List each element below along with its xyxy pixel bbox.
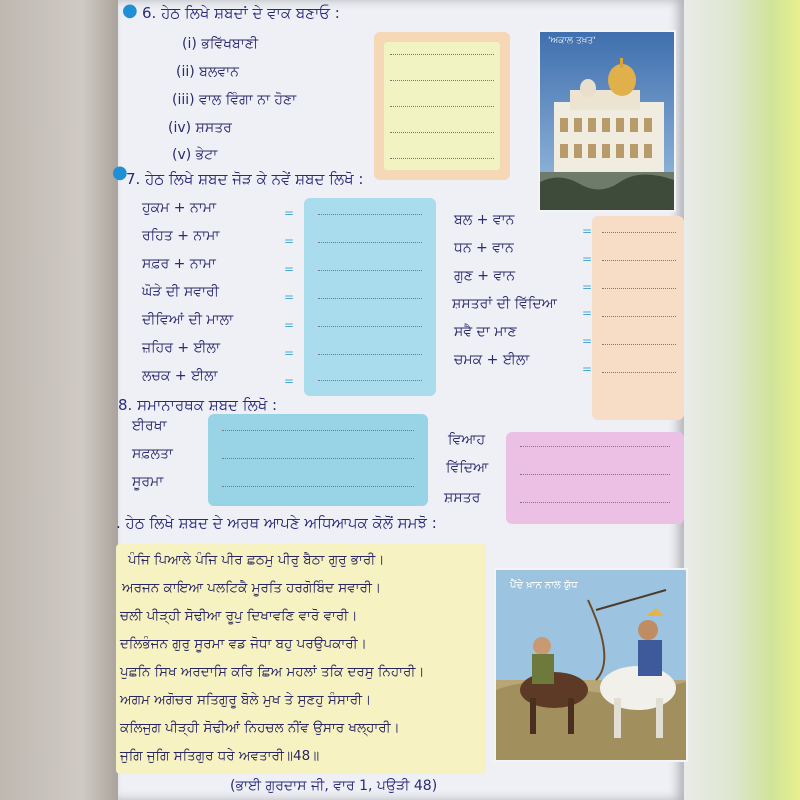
- citation: (ਭਾਈ ਗੁਰਦਾਸ ਜੀ, ਵਾਰ 1, ਪਉੜੀ 48): [230, 778, 438, 794]
- textbook-page: [112, 0, 684, 800]
- answer-line: [222, 458, 414, 459]
- answer-line: [318, 380, 422, 381]
- answer-line: [318, 214, 422, 215]
- answer-line: [602, 260, 676, 261]
- q6-item: (i) ਭਵਿੱਖਬਾਣੀ: [182, 36, 259, 52]
- q6-item: (ii) ਬਲਵਾਨ: [176, 64, 239, 80]
- answer-line: [318, 326, 422, 327]
- q7-right-answer-box[interactable]: [592, 216, 684, 420]
- q8-right-answer-box[interactable]: [506, 432, 684, 524]
- equals-sign: =: [582, 306, 593, 320]
- equals-sign: =: [284, 318, 295, 332]
- equals-sign: =: [284, 234, 295, 248]
- equals-sign: =: [582, 362, 593, 376]
- answer-line: [390, 106, 494, 107]
- q7-left-item: ਲਚਕ + ਈਲਾ: [142, 368, 218, 384]
- q7-left-item: ਹੁਕਮ + ਨਾਮਾ: [142, 200, 216, 216]
- equals-sign: =: [284, 290, 295, 304]
- battle-illustration: [496, 570, 686, 760]
- answer-line: [602, 232, 676, 233]
- answer-line: [390, 132, 494, 133]
- q7-right-item: ਬਲ + ਵਾਨ: [454, 212, 515, 228]
- q7-left-item: ਜ਼ਹਿਰ + ਈਲਾ: [142, 340, 221, 356]
- battle-painting: [494, 568, 688, 762]
- poem-line: ਜੁਗਿ ਜੁਗਿ ਸਤਿਗੁਰ ਧਰੇ ਅਵਤਾਰੀ॥48॥: [120, 748, 320, 764]
- q7-left-item: ਦੀਵਿਆਂ ਦੀ ਮਾਲਾ: [142, 312, 234, 328]
- q7-right-item: ਸ਼ਸਤਰਾਂ ਦੀ ਵਿੱਦਿਆ: [452, 296, 557, 312]
- answer-line: [602, 316, 676, 317]
- q6-item: (iii) ਵਾਲ ਵਿੰਗਾ ਨਾ ਹੋਣਾ: [172, 92, 297, 108]
- q8-left-item: ਸਫ਼ਲਤਾ: [132, 446, 173, 462]
- answer-line: [222, 430, 414, 431]
- q8-left-item: ਸੂਰਮਾ: [132, 474, 164, 490]
- book-right-edge: [684, 0, 800, 800]
- akal-takht-illustration: [540, 32, 674, 210]
- q7-left-item: ਰਹਿਤ + ਨਾਮਾ: [142, 228, 220, 244]
- answer-line: [222, 486, 414, 487]
- answer-line: [390, 158, 494, 159]
- akal-takht-photo: [538, 30, 676, 212]
- answer-line: [318, 270, 422, 271]
- answer-line: [520, 474, 670, 475]
- answer-line: [520, 446, 670, 447]
- poem-line: ਪੰਜਿ ਪਿਆਲੇ ਪੰਜਿ ਪੀਰ ਛਠਮੁ ਪੀਰੁ ਬੈਠਾ ਗੁਰੁ ਭਾਰੀ।: [128, 552, 385, 568]
- q6-title: 6. ਹੇਠ ਲਿਖੇ ਸ਼ਬਦਾਂ ਦੇ ਵਾਕ ਬਣਾਓ :: [142, 4, 340, 22]
- q8-right-item: ਵਿੱਦਿਆ: [446, 460, 489, 476]
- q9-title: . ਹੇਠ ਲਿਖੇ ਸ਼ਬਦ ਦੇ ਅਰਥ ਆਪਣੇ ਅਧਿਆਪਕ ਕੋਲੋਂ ਸਮਝੋ :: [116, 514, 437, 532]
- equals-sign: =: [582, 280, 593, 294]
- answer-line: [390, 80, 494, 81]
- q7-right-item: ਸਵੈ ਦਾ ਮਾਣ: [454, 324, 517, 340]
- q8-left-item: ਈਰਖਾ: [132, 418, 167, 434]
- q7-left-answer-box[interactable]: [304, 198, 436, 396]
- equals-sign: =: [284, 206, 295, 220]
- bullet-icon: ●: [122, 0, 138, 21]
- q6-answer-box: [374, 32, 510, 180]
- q6-item: (v) ਭੇਟਾ: [172, 147, 218, 163]
- photo-caption: ਪੈਂਦੇ ਖ਼ਾਨ ਨਾਲ ਯੁੱਧ: [510, 580, 578, 591]
- equals-sign: =: [582, 252, 593, 266]
- answer-line: [318, 354, 422, 355]
- poem-line: ਚਲੀ ਪੀੜ੍ਹੀ ਸੋਢੀਆ ਰੂਪੁ ਦਿਖਾਵਣਿ ਵਾਰੋ ਵਾਰੀ।: [120, 608, 358, 624]
- q6-item: (iv) ਸ਼ਸਤਰ: [168, 120, 232, 136]
- q7-right-item: ਚਮਕ + ਈਲਾ: [454, 352, 530, 368]
- photo-caption: 'ਅਕਾਲ ਤਖ਼ਤ': [548, 36, 596, 46]
- q7-left-item: ਘੋੜੇ ਦੀ ਸਵਾਰੀ: [142, 284, 219, 300]
- book-left-edge: [0, 0, 118, 800]
- answer-line: [602, 344, 676, 345]
- poem-line: ਪੁਛਨਿ ਸਿਖ ਅਰਦਾਸਿ ਕਰਿ ਛਿਅ ਮਹਲਾਂ ਤਕਿ ਦਰਸੁ ਨਿਹਾਰੀ।: [120, 664, 425, 680]
- q8-title: 8. ਸਮਾਨਾਰਥਕ ਸ਼ਬਦ ਲਿਖੋ :: [118, 396, 278, 414]
- equals-sign: =: [582, 224, 593, 238]
- answer-line: [520, 502, 670, 503]
- q6-answer-area[interactable]: [384, 42, 500, 170]
- poem-line: ਦਲਿਭੰਜਨ ਗੁਰੁ ਸੂਰਮਾ ਵਡ ਜੋਧਾ ਬਹੁ ਪਰਉਪਕਾਰੀ।: [120, 636, 367, 652]
- answer-line: [602, 372, 676, 373]
- poem-line: ਅਗਮ ਅਗੋਚਰ ਸਤਿਗੁਰੂ ਬੋਲੇ ਮੁਖ ਤੇ ਸੁਣਹੁ ਸੰਸਾਰੀ।: [120, 692, 372, 708]
- q8-right-item: ਸ਼ਸਤਰ: [444, 490, 481, 506]
- poem-box: [116, 544, 486, 774]
- answer-line: [318, 242, 422, 243]
- equals-sign: =: [284, 374, 295, 388]
- q7-right-item: ਧਨ + ਵਾਨ: [454, 240, 514, 256]
- equals-sign: =: [284, 346, 295, 360]
- answer-line: [390, 54, 494, 55]
- answer-line: [602, 288, 676, 289]
- poem-line: ਕਲਿਜੁਗ ਪੀੜ੍ਹੀ ਸੋਢੀਆਂ ਨਿਹਚਲ ਨੀਂਵ ਉਸਾਰ ਖਲ੍ਹਾਰੀ।: [120, 720, 400, 736]
- bullet-icon: ●: [112, 162, 128, 183]
- answer-line: [318, 298, 422, 299]
- q8-left-answer-box[interactable]: [208, 414, 428, 506]
- poem-line: ਅਰਜਨ ਕਾਇਆ ਪਲਟਿਕੈ ਮੂਰਤਿ ਹਰਗੋਬਿੰਦ ਸਵਾਰੀ।: [122, 580, 382, 596]
- equals-sign: =: [582, 334, 593, 348]
- equals-sign: =: [284, 262, 295, 276]
- q7-right-item: ਗੁਣ + ਵਾਨ: [454, 268, 516, 284]
- q7-title: 7. ਹੇਠ ਲਿਖੇ ਸ਼ਬਦ ਜੋੜ ਕੇ ਨਵੇਂ ਸ਼ਬਦ ਲਿਖੋ :: [126, 170, 364, 188]
- q8-right-item: ਵਿਆਹ: [448, 432, 486, 448]
- q7-left-item: ਸਫ਼ਰ + ਨਾਮਾ: [142, 256, 216, 272]
